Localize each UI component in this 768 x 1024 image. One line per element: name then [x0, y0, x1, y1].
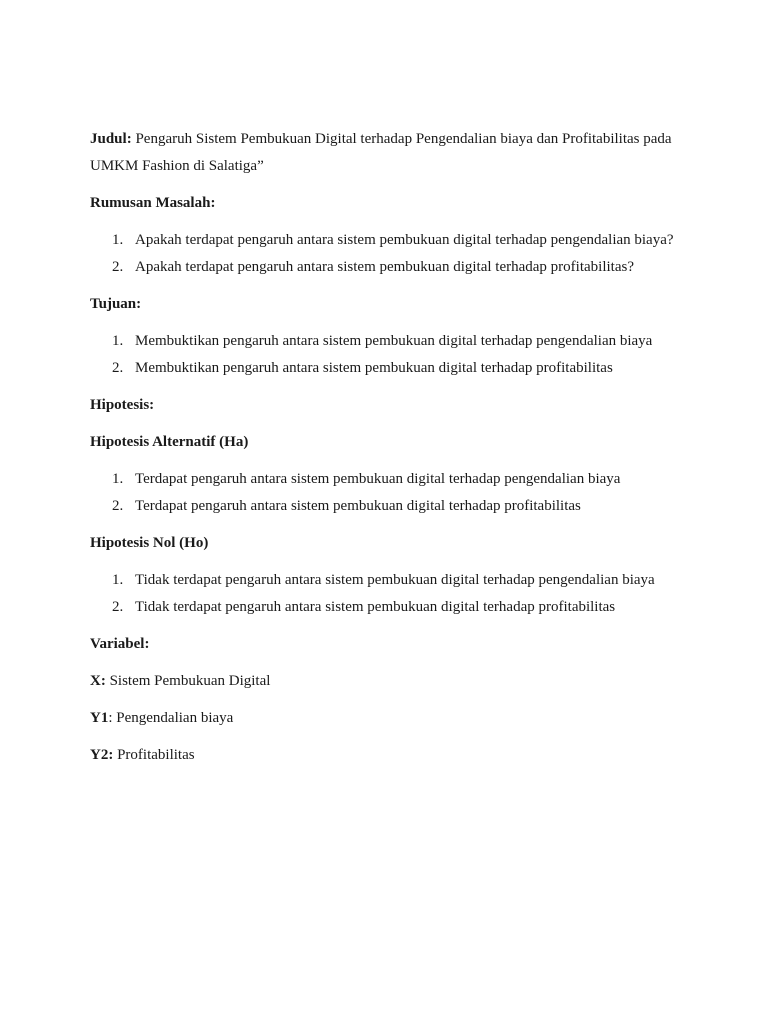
hipotesis-nol-heading: Hipotesis Nol (Ho)	[90, 535, 209, 551]
list-number: 2.	[112, 360, 124, 376]
hipotesis-alternatif-heading: Hipotesis Alternatif (Ha)	[90, 434, 249, 450]
list-text: Tidak terdapat pengaruh antara sistem pembukuan digital terhadap pengendalian biaya	[135, 572, 655, 588]
document-page	[90, 126, 686, 779]
list-text: Terdapat pengaruh antara sistem pembukuan digital terhadap profitabilitas	[135, 498, 581, 514]
variabel-y1	[90, 705, 686, 732]
variabel-y2	[90, 742, 686, 769]
variabel-x-label: X:	[90, 673, 106, 689]
list-item	[90, 466, 686, 493]
list-number: 2.	[112, 599, 124, 615]
list-number: 1.	[112, 471, 124, 487]
list-number: 1.	[112, 572, 124, 588]
list-text: Apakah terdapat pengaruh antara sistem pembukuan digital terhadap profitabilitas?	[135, 259, 634, 275]
list-text: Membuktikan pengaruh antara sistem pembukuan digital terhadap profitabilitas	[135, 360, 613, 376]
variabel-heading: Variabel:	[90, 636, 150, 652]
variabel-y2-text: Profitabilitas	[113, 747, 195, 763]
hipotesis-heading: Hipotesis:	[90, 397, 155, 413]
title-paragraph	[90, 126, 686, 180]
variabel-y2-label: Y2:	[90, 747, 114, 763]
hipotesis-nol-list	[90, 567, 686, 621]
rumusan-list	[90, 227, 686, 281]
list-text: Apakah terdapat pengaruh antara sistem pembukuan digital terhadap pengendalian biaya?	[135, 232, 674, 248]
list-item	[90, 355, 686, 382]
variabel-y1-label: Y1	[90, 710, 109, 726]
list-item	[90, 227, 686, 254]
variabel-x-text: Sistem Pembukuan Digital	[105, 673, 271, 689]
list-number: 2.	[112, 259, 124, 275]
list-item	[90, 254, 686, 281]
title-label: Judul:	[90, 131, 132, 147]
tujuan-list	[90, 328, 686, 382]
list-number: 1.	[112, 232, 124, 248]
variabel-y1-text: : Pengendalian biaya	[108, 710, 234, 726]
title-text: Pengaruh Sistem Pembukuan Digital terhadap Pengendalian biaya dan Profitabilitas pada UMKM Fashion di Salatiga”	[90, 131, 672, 174]
tujuan-heading: Tujuan:	[90, 296, 142, 312]
list-number: 1.	[112, 333, 124, 349]
variabel-x	[90, 668, 686, 695]
list-item	[90, 567, 686, 594]
list-item	[90, 493, 686, 520]
rumusan-heading: Rumusan Masalah:	[90, 195, 216, 211]
list-item	[90, 328, 686, 355]
hipotesis-alternatif-list	[90, 466, 686, 520]
list-number: 2.	[112, 498, 124, 514]
list-text: Membuktikan pengaruh antara sistem pembukuan digital terhadap pengendalian biaya	[135, 333, 653, 349]
list-text: Tidak terdapat pengaruh antara sistem pembukuan digital terhadap profitabilitas	[135, 599, 616, 615]
list-item	[90, 594, 686, 621]
list-text: Terdapat pengaruh antara sistem pembukuan digital terhadap pengendalian biaya	[135, 471, 621, 487]
